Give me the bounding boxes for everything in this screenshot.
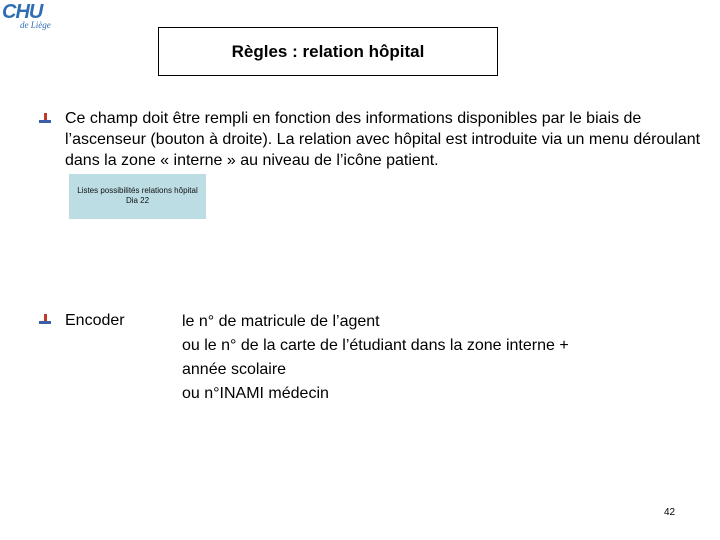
page-number: 42 [664,507,676,518]
encoder-details [182,310,652,406]
encoder-line: ou n°INAMI médecin [182,385,329,402]
encoder-label: Encoder [65,312,125,329]
chu-logo [2,2,62,32]
reference-link[interactable] [69,174,206,219]
logo-subtitle: de Liège [20,20,51,30]
bullet-icon [38,112,52,126]
logo-mark: CHU [2,1,43,23]
bullet-icon [38,313,52,327]
encoder-line: le n° de matricule de l’agent [182,313,380,330]
slide-title-text: Règles : relation hôpital [231,41,425,61]
slide-title [158,27,498,76]
encoder-line: ou le n° de la carte de l’étudiant dans la zone interne + [182,337,569,354]
reference-line-1: Listes possibilités relations hôpital [77,186,198,195]
reference-line-2: Dia 22 [125,196,150,205]
paragraph-1: Ce champ doit être rempli en fonction des informations disponibles par le biais de l’ascenseur (bouton à droite). La relation avec hôpital est introduite via un menu déroulant dans la zone « interne » au niveau de l’icône patient. [65,110,701,169]
encoder-line: année scolaire [182,361,287,378]
